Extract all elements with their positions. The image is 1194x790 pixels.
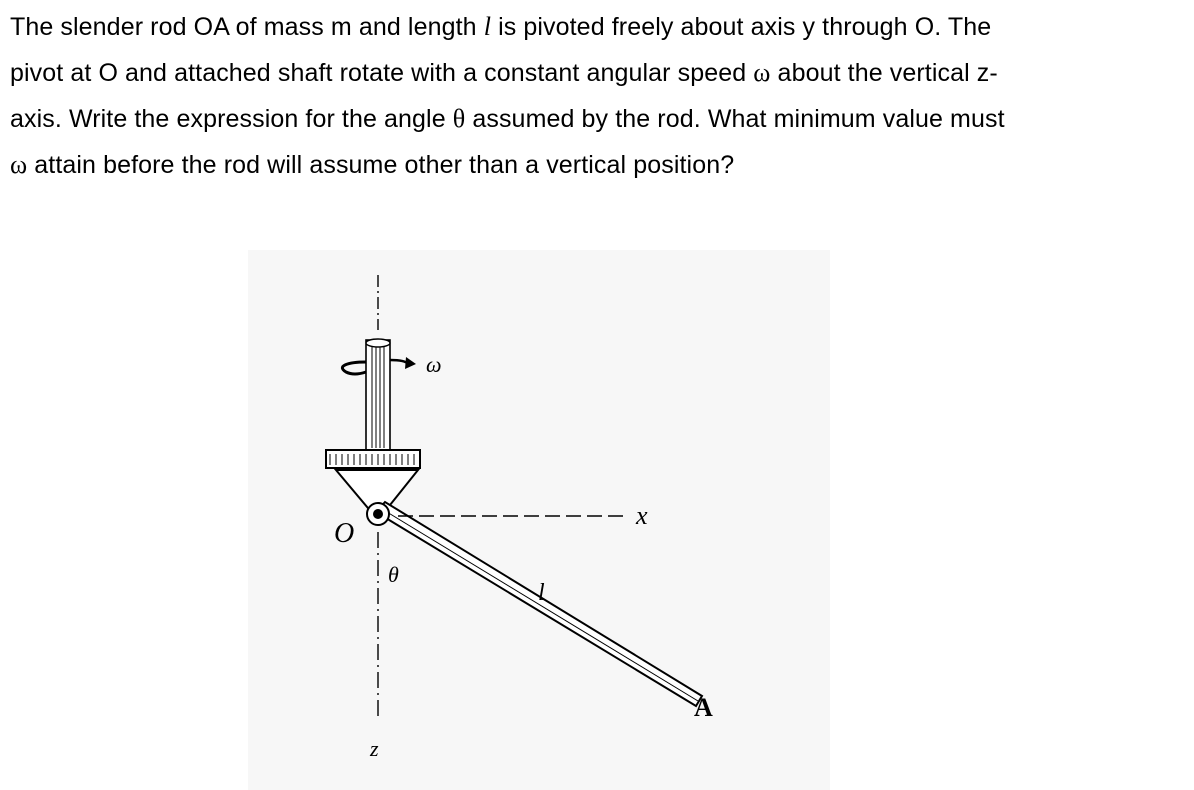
label-x: x	[636, 501, 648, 530]
symbol-omega: ω	[753, 58, 771, 87]
problem-line-4	[10, 142, 1186, 188]
text-run: assumed by the rod. What minimum value must	[465, 105, 1005, 133]
collar	[326, 450, 420, 468]
label-l: l	[538, 580, 545, 606]
rod-diagram	[248, 250, 830, 790]
shaft	[366, 339, 390, 450]
label-omega: ω	[426, 352, 442, 377]
diagram-svg	[248, 250, 830, 790]
symbol-theta: θ	[452, 104, 466, 133]
label-O: O	[334, 518, 355, 549]
label-theta: θ	[388, 562, 399, 587]
problem-statement	[10, 4, 1186, 188]
pivot-pin-icon	[367, 503, 389, 525]
symbol-omega: ω	[10, 150, 28, 179]
text-run: attain before the rod will assume other than a vertical position?	[27, 151, 735, 179]
label-A: A	[694, 693, 713, 722]
label-z: z	[370, 736, 379, 761]
symbol-l: l	[483, 12, 492, 41]
text-run: The slender rod OA of mass m and length	[10, 13, 484, 41]
problem-line-1	[10, 4, 1186, 50]
text-run: is pivoted freely about axis y through O. The	[491, 13, 992, 41]
text-run: about the vertical z-	[770, 59, 998, 87]
text-run: axis. Write the expression for the angle	[10, 105, 453, 133]
problem-line-3	[10, 96, 1186, 142]
problem-line-2	[10, 50, 1186, 96]
text-run: pivot at O and attached shaft rotate with a constant angular speed	[10, 59, 754, 87]
